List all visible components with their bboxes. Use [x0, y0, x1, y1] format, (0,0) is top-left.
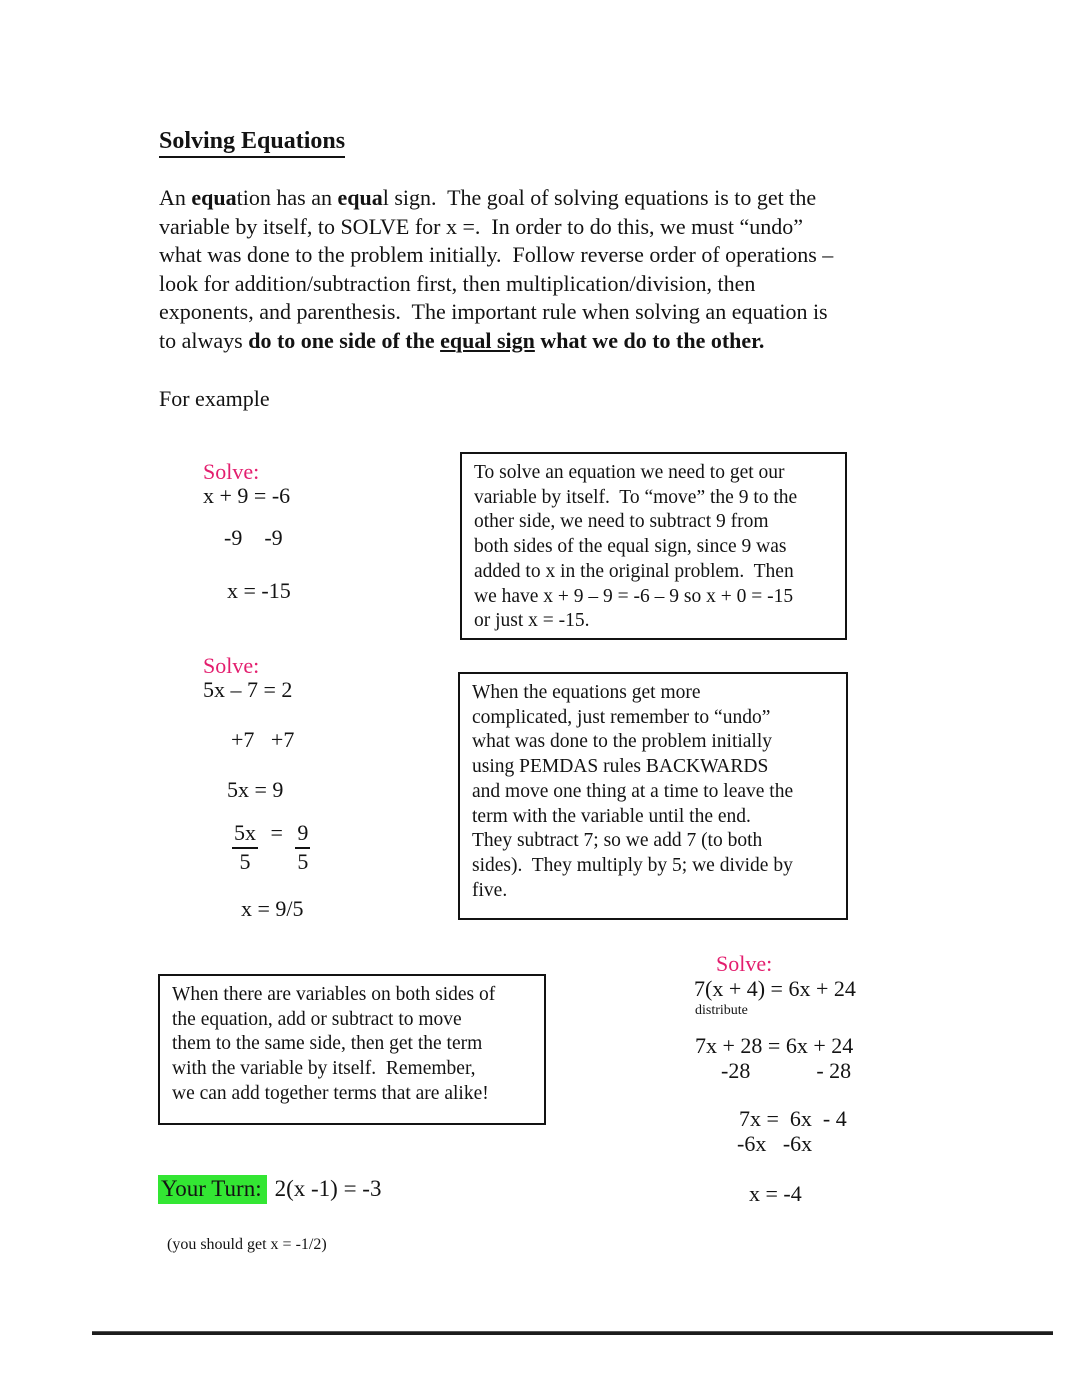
example3-simplified: 7x = 6x - 4	[739, 1106, 847, 1131]
text-line: what was done to the problem initially	[472, 731, 773, 753]
your-turn-hint: (you should get x = -1/2)	[167, 1236, 327, 1253]
text-line: with the variable by itself. Remember,	[172, 1058, 476, 1080]
text-line: and move one thing at a time to leave the	[472, 780, 794, 802]
text-line: five.	[472, 879, 508, 901]
text-line: them to the same side, then get the term	[172, 1033, 483, 1055]
explanation-box-pemdas	[458, 672, 848, 920]
example2-result: x = 9/5	[241, 896, 304, 921]
your-turn-label: Your Turn:	[158, 1175, 267, 1204]
example3-subtract-28-step: -28 - 28	[721, 1058, 852, 1083]
text-line: look for addition/subtraction first, then multiplication/division, then	[159, 270, 756, 296]
text-line: When the equations get more	[472, 682, 701, 703]
text-segment: equal sign	[440, 327, 535, 353]
fraction-right-denominator: 5	[297, 849, 309, 874]
text-segment: equa	[191, 185, 237, 210]
fraction-left-denominator: 5	[239, 849, 251, 874]
example1-solve-label: Solve:	[203, 459, 260, 484]
example1-subtract-step: -9 -9	[224, 525, 283, 550]
text-line: When there are variables on both sides of	[172, 984, 496, 1005]
text-line	[159, 184, 949, 213]
example1-equation: x + 9 = -6	[203, 483, 291, 508]
fraction-left	[232, 820, 258, 875]
text-segment: l sign. The goal of solving equations is to get the	[382, 185, 817, 210]
example3-distribute-note: distribute	[695, 1003, 748, 1018]
for-example-label: For example	[159, 386, 270, 411]
footer-divider-line	[92, 1331, 1053, 1335]
example3-equation: 7(x + 4) = 6x + 24	[694, 976, 856, 1001]
example2-solve-label: Solve:	[203, 653, 260, 678]
text-segment: An	[159, 185, 192, 210]
text-line: term with the variable until the end.	[472, 805, 751, 827]
text-line: both sides of the equal sign, since 9 was	[474, 536, 787, 558]
text-line: They subtract 7; so we add 7 (to both	[472, 830, 763, 852]
text-segment: what we do to the other	[534, 327, 759, 353]
example3-distributed: 7x + 28 = 6x + 24	[695, 1033, 854, 1058]
example2-division-fraction	[232, 820, 310, 875]
text-segment: equa	[337, 185, 383, 210]
text-line: we have x + 9 – 9 = -6 – 9 so x + 0 = -15	[474, 585, 794, 607]
text-line: or just x = -15.	[474, 610, 590, 632]
fraction-right	[295, 820, 310, 875]
fraction-right-numerator: 9	[295, 820, 310, 849]
example1-result: x = -15	[227, 578, 291, 603]
example2-equation: 5x – 7 = 2	[203, 677, 293, 702]
explanation-box-variables-both-sides	[158, 974, 546, 1125]
text-segment: do to one side of the	[248, 327, 441, 353]
example3-subtract-6x-step: -6x -6x	[737, 1131, 813, 1156]
text-line: using PEMDAS rules BACKWARDS	[472, 756, 769, 778]
example3-result: x = -4	[749, 1181, 802, 1206]
text-segment: .	[758, 327, 765, 353]
text-line: we can add together terms that are alike!	[172, 1082, 489, 1104]
text-segment: to always	[159, 327, 249, 353]
text-line: what was done to the problem initially. Follow reverse order of operations –	[159, 242, 834, 268]
your-turn-row	[158, 1175, 381, 1204]
text-line: the equation, add or subtract to move	[172, 1008, 462, 1030]
text-line: complicated, just remember to “undo”	[472, 706, 771, 728]
your-turn-equation: 2(x -1) = -3	[274, 1176, 382, 1201]
text-line: exponents, and parenthesis. The important rule when solving an equation is	[159, 299, 828, 325]
text-line: sides). They multiply by 5; we divide by	[472, 854, 793, 876]
example2-add-step: +7 +7	[231, 727, 295, 752]
intro-paragraph	[159, 184, 949, 356]
page-title: Solving Equations	[159, 128, 345, 158]
text-line	[159, 327, 949, 356]
explanation-box-subtract	[460, 452, 847, 640]
text-line: variable by itself, to SOLVE for x =. In order to do this, we must “undo”	[159, 213, 803, 239]
text-line: added to x in the original problem. Then	[474, 560, 794, 582]
fraction-left-numerator: 5x	[232, 820, 258, 849]
example2-simplified: 5x = 9	[227, 777, 284, 802]
fraction-equals-sign: =	[270, 820, 283, 845]
text-line: variable by itself. To “move” the 9 to the	[474, 486, 798, 508]
example3-solve-label: Solve:	[716, 951, 773, 976]
text-line: To solve an equation we need to get our	[474, 462, 785, 483]
text-segment: tion has an	[236, 185, 338, 210]
text-line: other side, we need to subtract 9 from	[474, 511, 769, 533]
